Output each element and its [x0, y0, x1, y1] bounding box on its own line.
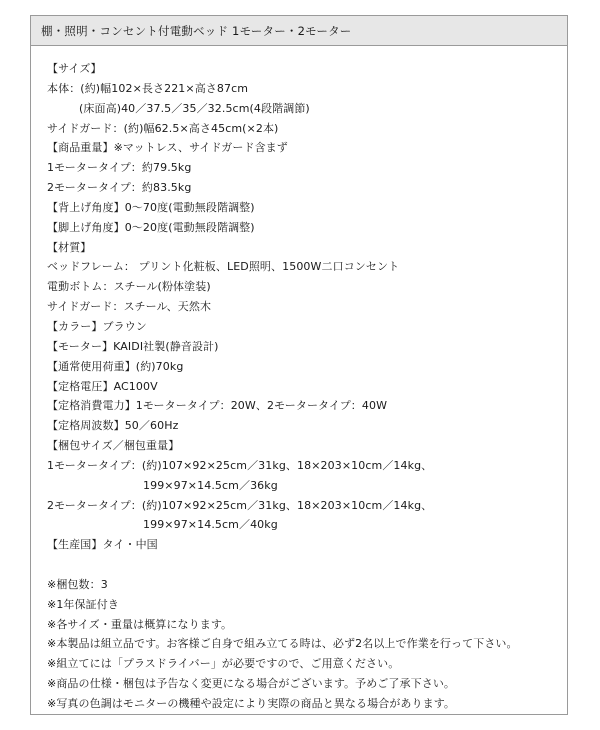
color: 【カラー】ブラウン: [47, 319, 147, 333]
side-guard-size: サイドガード：(約)幅62.5×高さ45cm(×2本): [47, 121, 279, 135]
package-2motor-a: 2モータータイプ：(約)107×92×25cm／31kg、18×203×10cm／14kg、: [47, 498, 433, 512]
product-title: 棚・照明・コンセント付電動ベッド 1モーター・2モーター: [41, 23, 352, 38]
spec-body: [31, 46, 567, 714]
motor: 【モーター】KAIDI社製(静音設計): [47, 339, 219, 353]
note-screwdriver: ※組立てには「プラスドライバー」が必要ですので、ご用意ください。: [47, 657, 400, 671]
note-assembly: ※本製品は組立品です。お客様ご自身で組み立てる時は、必ず2名以上で作業を行って下さい。: [47, 637, 518, 651]
load: 【通常使用荷重】(約)70kg: [47, 359, 184, 373]
weight-heading: 【商品重量】※マットレス、サイドガード含まず: [47, 141, 288, 155]
package-1motor-b: 199×97×14.5cm／36kg: [143, 478, 278, 492]
weight-1motor: 1モータータイプ：約79.5kg: [47, 161, 192, 175]
note-color: ※写真の色調はモニターの機種や設定により実際の商品と異なる場合があります。: [47, 697, 456, 710]
voltage: 【定格電圧】AC100V: [47, 379, 158, 393]
package-1motor-a: 1モータータイプ：(約)107×92×25cm／31kg、18×203×10cm／14kg、: [47, 458, 433, 472]
material-guard: サイドガード：スチール、天然木: [47, 300, 212, 314]
origin: 【生産国】タイ・中国: [47, 538, 158, 552]
package-2motor-b: 199×97×14.5cm／40kg: [143, 518, 278, 532]
package-heading: 【梱包サイズ／梱包重量】: [47, 439, 180, 453]
header-bar: [31, 16, 567, 46]
material-heading: 【材質】: [47, 240, 92, 254]
note-approx: ※各サイズ・重量は概算になります。: [47, 617, 233, 631]
body-size: 本体：(約)幅102×長さ221×高さ87cm: [47, 81, 249, 95]
power: 【定格消費電力】1モータータイプ：20W、2モータータイプ：40W: [47, 399, 388, 413]
material-frame: ベッドフレーム： プリント化粧板、LED照明、1500W二口コンセント: [47, 260, 400, 274]
weight-2motor: 2モータータイプ：約83.5kg: [47, 181, 192, 195]
size-heading: 【サイズ】: [47, 62, 102, 75]
note-warranty: ※1年保証付き: [47, 597, 119, 611]
leg-angle: 【脚上げ角度】0～20度(電動無段階調整): [47, 220, 255, 234]
spec-table: [30, 15, 568, 715]
back-angle: 【背上げ角度】0～70度(電動無段階調整): [47, 200, 255, 214]
floor-height: (床面高)40／37.5／35／32.5cm(4段階調節): [79, 101, 310, 115]
frequency: 【定格周波数】50／60Hz: [47, 419, 179, 433]
material-bottom: 電動ボトム：スチール(粉体塗装): [47, 280, 211, 294]
spacer: [47, 555, 567, 575]
note-spec-change: ※商品の仕様・梱包は予告なく変更になる場合がございます。予めご了承下さい。: [47, 677, 456, 691]
note-package-count: ※梱包数：3: [47, 577, 108, 591]
